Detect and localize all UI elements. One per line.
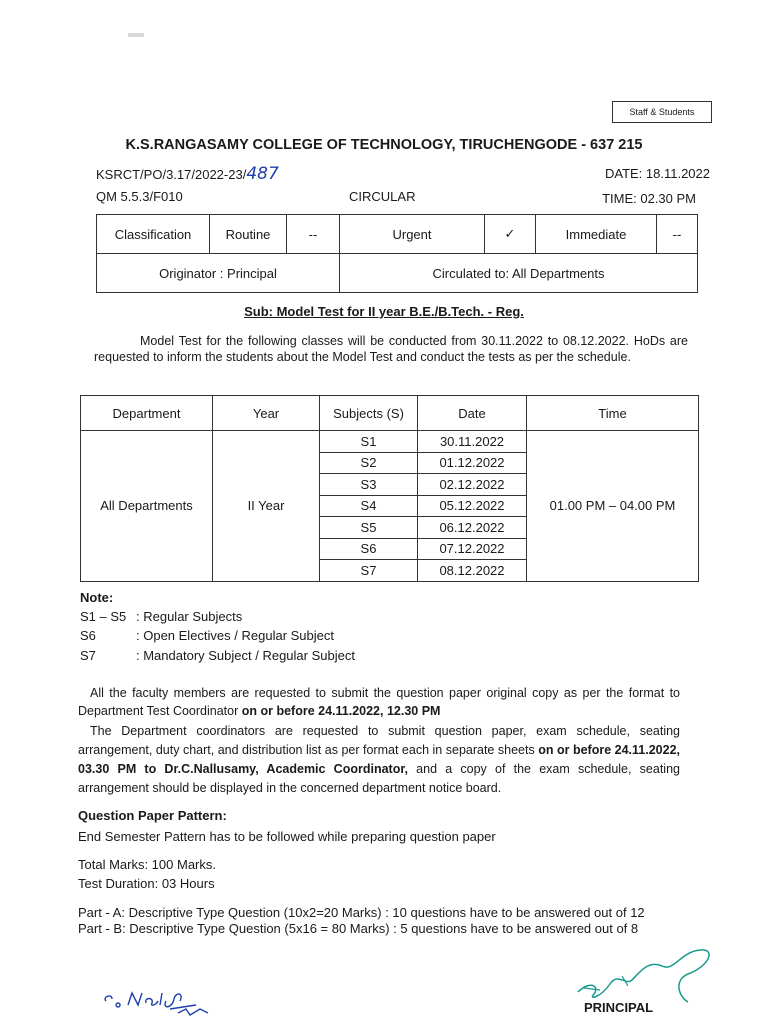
urgent-label: Urgent [340, 215, 485, 254]
col-department: Department [81, 396, 213, 431]
date-cell: 07.12.2022 [418, 538, 527, 560]
subject-cell: S1 [320, 431, 418, 453]
date-cell: 30.11.2022 [418, 431, 527, 453]
note-value: : Open Electives / Regular Subject [136, 628, 334, 643]
faculty-paragraph [78, 684, 680, 720]
note-item [80, 609, 242, 624]
coord-text-1: The Department coordinators are requested to submit question paper, exam schedule, seating arrangement, duty chart, and distribution list as per format each in separate sheets [78, 724, 680, 757]
faculty-text: All the faculty members are requested to submit the question paper original copy as per the format to Department Test Coordinator [78, 686, 680, 718]
part-a: Part - A: Descriptive Type Question (10x2=20 Marks) : 10 questions have to be answered out of 12 [78, 905, 645, 920]
routine-label: Routine [210, 215, 287, 254]
subject-cell: S2 [320, 452, 418, 474]
subject-cell: S6 [320, 538, 418, 560]
col-date: Date [418, 396, 527, 431]
col-year: Year [213, 396, 320, 431]
pattern-title: Question Paper Pattern: [78, 808, 227, 823]
note-key: S7 [80, 648, 96, 663]
date-cell: 05.12.2022 [418, 495, 527, 517]
college-name: K.S.RANGASAMY COLLEGE OF TECHNOLOGY, TIRUCHENGODE - 637 215 [125, 137, 643, 153]
schedule-table [80, 395, 699, 582]
note-item [80, 648, 355, 663]
faculty-deadline: on or before 24.11.2022, 12.30 PM [241, 704, 441, 718]
classification-table [96, 214, 698, 293]
test-duration: Test Duration: 03 Hours [78, 876, 215, 891]
routine-mark: -- [287, 215, 340, 254]
coord-text-2: and a copy of the exam schedule, seating arrangement should be displayed in the concerned department notice board. [78, 762, 680, 795]
note-key: S1 – S5 [80, 609, 127, 624]
date-cell: 06.12.2022 [418, 517, 527, 539]
table-row [81, 431, 699, 453]
ref-prefix: KSRCT/PO/3.17/2022-23/ [96, 167, 247, 182]
circulated-to: Circulated to: All Departments [340, 254, 698, 293]
subject-line: Sub: Model Test for II year B.E./B.Tech. - Reg. [244, 304, 524, 319]
circular-time: TIME: 02.30 PM [602, 191, 696, 206]
intro-paragraph: Model Test for the following classes will be conducted from 30.11.2022 to 08.12.2022. HoDs are requested to inform the students about the Model Test and conduct the tests as per the schedule. [94, 334, 688, 364]
principal-label: PRINCIPAL [584, 1000, 654, 1015]
date-cell: 08.12.2022 [418, 560, 527, 582]
coord-deadline: on or before 24.11.2022, 03.30 PM to Dr.C.Nallusamy, Academic Coordinator, [78, 743, 680, 776]
department-cell: All Departments [81, 431, 213, 582]
note-key: S6 [80, 628, 96, 643]
part-b: Part - B: Descriptive Type Question (5x16 = 80 Marks) : 5 questions have to be answered out of 8 [78, 921, 639, 936]
coordinator-paragraph [78, 722, 680, 798]
originator: Originator : Principal [97, 254, 340, 293]
circular-date: DATE: 18.11.2022 [604, 166, 710, 181]
time-cell: 01.00 PM – 04.00 PM [527, 431, 699, 582]
subject-cell: S3 [320, 474, 418, 496]
col-subjects: Subjects (S) [320, 396, 418, 431]
audience-tag: Staff & Students [612, 101, 712, 123]
total-marks: Total Marks: 100 Marks. [78, 857, 216, 872]
note-value: : Regular Subjects [136, 609, 243, 624]
year-cell: II Year [213, 431, 320, 582]
date-cell: 01.12.2022 [418, 452, 527, 474]
classification-label: Classification [97, 215, 210, 254]
handwritten-initials [100, 983, 220, 1019]
doc-type: CIRCULAR [349, 189, 416, 204]
scan-mark [128, 33, 144, 37]
subject-cell: S4 [320, 495, 418, 517]
reference-number [96, 164, 279, 184]
immediate-mark: -- [657, 215, 698, 254]
immediate-label: Immediate [536, 215, 657, 254]
urgent-check-icon: ✓ [485, 215, 536, 254]
note-title: Note: [80, 590, 114, 605]
qm-code: QM 5.5.3/F010 [96, 189, 183, 204]
note-item [80, 628, 334, 643]
date-cell: 02.12.2022 [418, 474, 527, 496]
ref-handwritten-number: 487 [246, 164, 279, 184]
subject-cell: S5 [320, 517, 418, 539]
subject-cell: S7 [320, 560, 418, 582]
note-value: : Mandatory Subject / Regular Subject [136, 648, 355, 663]
pattern-line: End Semester Pattern has to be followed while preparing question paper [78, 829, 496, 844]
col-time: Time [527, 396, 699, 431]
